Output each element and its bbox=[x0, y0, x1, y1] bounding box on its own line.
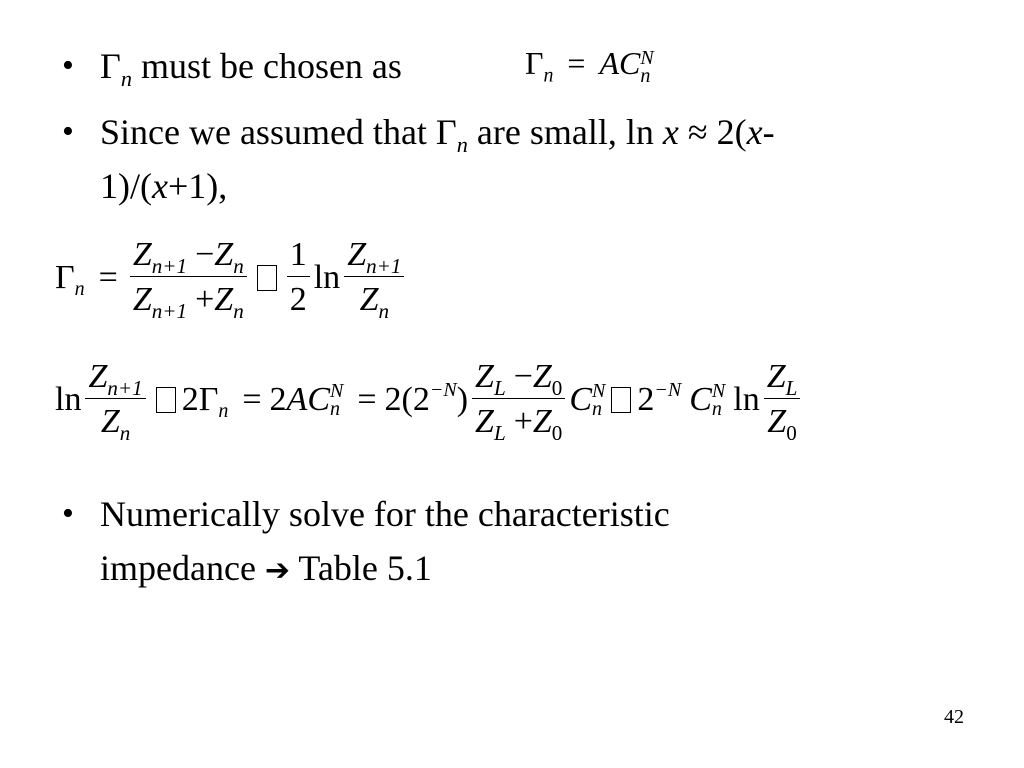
eq2-Z: Z bbox=[475, 403, 494, 440]
eq1-sub: n bbox=[233, 298, 244, 323]
eq1-sub: n bbox=[378, 298, 390, 323]
eq2-Z: Z bbox=[532, 403, 552, 440]
eq-equals: = bbox=[567, 45, 586, 81]
eq2-sub: n bbox=[119, 420, 131, 445]
eq2-C-sup: N bbox=[592, 379, 606, 402]
eq2-sub: 0 bbox=[551, 420, 563, 445]
eq2-sub: n+1 bbox=[107, 375, 143, 400]
eq1-Z: Z bbox=[347, 236, 367, 273]
bullet-2-text-a: Since we assumed that bbox=[100, 112, 436, 152]
eq2-Z: Z bbox=[767, 403, 787, 440]
eq2-C-sup: N bbox=[330, 379, 344, 402]
missing-glyph-icon bbox=[257, 265, 277, 291]
eq1-plus: + bbox=[195, 281, 215, 318]
bullet-dot: • bbox=[62, 113, 74, 150]
eq2-C: C bbox=[569, 380, 593, 418]
eq2-Z: Z bbox=[766, 358, 786, 395]
eq2-A: A bbox=[286, 380, 308, 418]
eq1-sub: n+1 bbox=[151, 253, 188, 278]
eq-A: A bbox=[599, 45, 620, 81]
bullet-1 bbox=[100, 46, 402, 92]
eq1-sub: n+1 bbox=[366, 253, 402, 278]
eq2-fraction-ratio-load bbox=[764, 358, 801, 445]
eq1-sub: n+1 bbox=[151, 298, 188, 323]
eq2-Z: Z bbox=[88, 358, 108, 395]
eq2-sub: 0 bbox=[786, 420, 797, 445]
equation-2: ln $\frac{Z_{n+1}}{Z_n}$ 2 Γ n = 2 A C N n = 2(2 −N ) $\frac{Z_L -Z_0}{Z_L +Z_0}$ C N n 2 −N C N n ln $\frac{Z_L}{Z_0}$ bbox=[55, 360, 804, 439]
eq1-Z: Z bbox=[214, 236, 234, 273]
eq2-sub: L bbox=[493, 420, 506, 445]
eq-C-sup: N bbox=[640, 46, 654, 69]
eq2-close-paren: ) bbox=[456, 380, 469, 418]
missing-glyph-icon bbox=[611, 387, 631, 413]
eq2-C: C bbox=[307, 380, 330, 418]
approx-text: ≈ 2( bbox=[678, 112, 747, 152]
eq2-fraction-ratio bbox=[85, 358, 145, 445]
eq1-Z: Z bbox=[359, 281, 379, 318]
bullet-2-text-b: are small, ln bbox=[467, 112, 663, 152]
gamma-subscript: n bbox=[456, 132, 468, 158]
bullet-3-line-2 bbox=[100, 548, 432, 591]
eq1-two: 2 bbox=[289, 281, 307, 318]
eq2-C-sup: N bbox=[711, 379, 726, 402]
gamma-subscript: n bbox=[120, 66, 132, 92]
eq2-sub: L bbox=[493, 375, 506, 400]
dash-text: - bbox=[762, 112, 775, 152]
eq2-Z: Z bbox=[532, 358, 552, 395]
eq2-plus: + bbox=[513, 403, 533, 440]
eq-gamma: Γ bbox=[525, 45, 544, 81]
eq2-two-paren: 2(2 bbox=[384, 380, 430, 418]
eq1-Z: Z bbox=[214, 281, 234, 318]
eq-C-sub: n bbox=[640, 64, 651, 87]
eq1-equals: = bbox=[98, 258, 118, 296]
arrow-right-icon: ➔ bbox=[264, 553, 291, 588]
eq-C: C bbox=[619, 45, 641, 81]
eq1-Z: Z bbox=[132, 281, 152, 318]
eq2-minus: − bbox=[513, 358, 533, 395]
eq2-two: 2 bbox=[269, 380, 287, 418]
eq2-C-sub: n bbox=[330, 397, 340, 420]
eq2-C-sub: n bbox=[592, 397, 603, 420]
var-x: x bbox=[746, 112, 763, 152]
bullet-1-text: must be chosen as bbox=[131, 46, 402, 86]
gamma-symbol: Γ bbox=[435, 112, 457, 152]
eq2-gamma: Γ bbox=[198, 380, 219, 418]
bullet-2-line-1 bbox=[100, 112, 775, 158]
missing-glyph-icon bbox=[156, 387, 176, 413]
eq2-Z: Z bbox=[100, 403, 120, 440]
eq1-fraction-ratio bbox=[344, 236, 404, 323]
eq2-sub: 0 bbox=[551, 375, 563, 400]
gamma-symbol: Γ bbox=[100, 46, 121, 86]
bullet-dot: • bbox=[62, 495, 74, 532]
bullet-2-text-d: +1), bbox=[167, 166, 228, 206]
eq1-fraction-half bbox=[287, 238, 310, 317]
eq-gamma-sub: n bbox=[543, 64, 554, 87]
eq2-ln: ln bbox=[733, 380, 760, 418]
bullet-dot: • bbox=[62, 47, 74, 84]
eq2-fraction-load bbox=[472, 358, 565, 445]
eq2-Z: Z bbox=[475, 358, 494, 395]
var-x: x bbox=[151, 166, 168, 206]
bullet-3-text-b: Table 5.1 bbox=[290, 548, 432, 588]
eq2-C-sub: n bbox=[711, 397, 722, 420]
eq2-ln: ln bbox=[55, 380, 82, 418]
eq2-equals: = bbox=[242, 380, 262, 418]
eq2-sub: L bbox=[785, 375, 798, 400]
eq1-one: 1 bbox=[287, 238, 310, 277]
eq2-two: 2 bbox=[637, 380, 655, 418]
bullet-2-text-c: 1)/( bbox=[100, 166, 152, 206]
equation-1: Γ n = $\frac{Z_{n+1} -Z_n}{Z_{n+1} +Z_n}$ $\frac{1}{2}$ ln $\frac{Z_{n+1}}{Z_n}$ bbox=[55, 238, 408, 317]
eq2-equals: = bbox=[357, 380, 377, 418]
eq2-two: 2 bbox=[181, 380, 199, 418]
bullet-2-line-2 bbox=[100, 166, 227, 206]
eq2-C: C bbox=[689, 380, 712, 418]
eq1-sub: n bbox=[233, 253, 244, 278]
page-number: 42 bbox=[944, 706, 964, 728]
eq1-gamma: Γ bbox=[55, 258, 75, 296]
inline-equation bbox=[525, 46, 654, 85]
bullet-3-text-a: impedance bbox=[100, 548, 265, 588]
eq1-fraction-reflection bbox=[130, 236, 247, 323]
eq1-ln: ln bbox=[313, 258, 341, 296]
bullet-3-line-1: Numerically solve for the characteristic bbox=[100, 494, 670, 534]
eq1-minus: − bbox=[195, 236, 215, 273]
var-x: x bbox=[662, 112, 679, 152]
eq1-Z: Z bbox=[132, 236, 152, 273]
